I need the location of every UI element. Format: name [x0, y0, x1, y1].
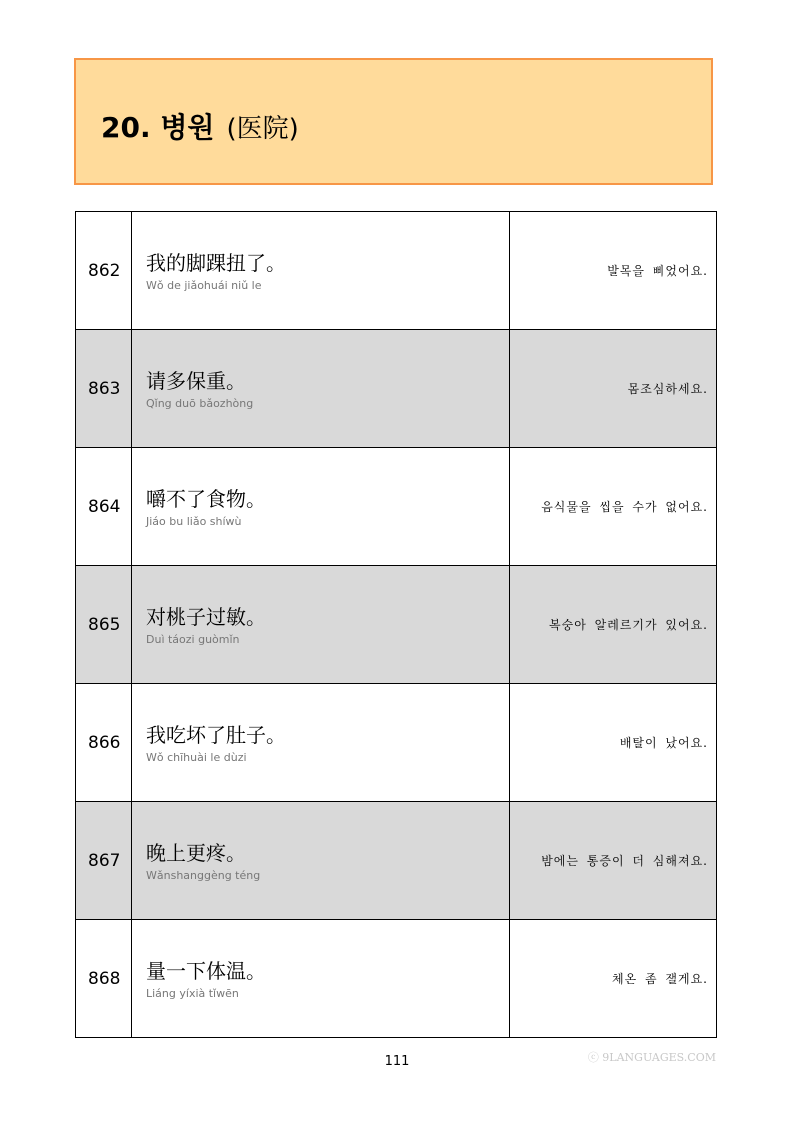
table-row	[76, 330, 717, 448]
phrase-chinese-cell	[132, 330, 510, 448]
phrase-number: 866	[76, 684, 132, 802]
table-row	[76, 448, 717, 566]
phrase-chinese: 请多保重。	[146, 368, 246, 393]
phrase-chinese-cell	[132, 802, 510, 920]
phrase-korean: 몸조심하세요.	[510, 330, 717, 448]
copyright-watermark: ⓒ 9LANGUAGES.COM	[587, 1051, 716, 1064]
phrase-chinese-cell	[132, 448, 510, 566]
phrase-chinese: 嚼不了食物。	[146, 486, 266, 511]
phrase-pinyin: Wǒ de jiǎohuái niǔ le	[146, 278, 262, 292]
phrase-chinese-cell	[132, 212, 510, 330]
phrase-chinese-cell	[132, 684, 510, 802]
phrase-number: 865	[76, 566, 132, 684]
phrase-chinese: 我的脚踝扭了。	[146, 250, 286, 275]
table-row	[76, 802, 717, 920]
section-title-box	[74, 58, 713, 185]
table-row	[76, 684, 717, 802]
section-title	[101, 106, 299, 146]
section-title-chinese: (医院)	[226, 114, 299, 144]
phrase-table	[75, 211, 717, 1038]
phrase-chinese: 对桃子过敏。	[146, 604, 266, 629]
section-title-main: 20. 병원	[101, 111, 215, 144]
phrase-pinyin: Jiáo bu liǎo shíwù	[146, 514, 242, 528]
phrase-pinyin: Duì táozi guòmǐn	[146, 632, 240, 646]
phrase-pinyin: Wǒ chīhuài le dùzi	[146, 750, 247, 764]
phrase-number: 867	[76, 802, 132, 920]
phrase-number: 862	[76, 212, 132, 330]
phrase-pinyin: Liáng yíxià tǐwēn	[146, 986, 239, 1000]
phrase-number: 868	[76, 920, 132, 1038]
phrase-pinyin: Qǐng duō bǎozhòng	[146, 396, 254, 410]
page-number: 111	[384, 1054, 410, 1069]
table-row	[76, 212, 717, 330]
phrase-number: 863	[76, 330, 132, 448]
phrase-korean: 복숭아 알레르기가 있어요.	[510, 566, 717, 684]
phrase-chinese: 晚上更疼。	[146, 840, 246, 865]
phrase-korean: 밤에는 통증이 더 심해져요.	[510, 802, 717, 920]
table-row	[76, 566, 717, 684]
phrase-korean: 체온 좀 잴게요.	[510, 920, 717, 1038]
table-row	[76, 920, 717, 1038]
phrase-chinese-cell	[132, 920, 510, 1038]
phrase-number: 864	[76, 448, 132, 566]
phrase-chinese: 量一下体温。	[146, 958, 266, 983]
phrase-chinese: 我吃坏了肚子。	[146, 722, 286, 747]
phrase-pinyin: Wǎnshanggèng téng	[146, 868, 261, 882]
phrase-chinese-cell	[132, 566, 510, 684]
phrase-korean: 배탈이 났어요.	[510, 684, 717, 802]
phrase-korean: 음식물을 씹을 수가 없어요.	[510, 448, 717, 566]
phrase-korean: 발목을 삐었어요.	[510, 212, 717, 330]
